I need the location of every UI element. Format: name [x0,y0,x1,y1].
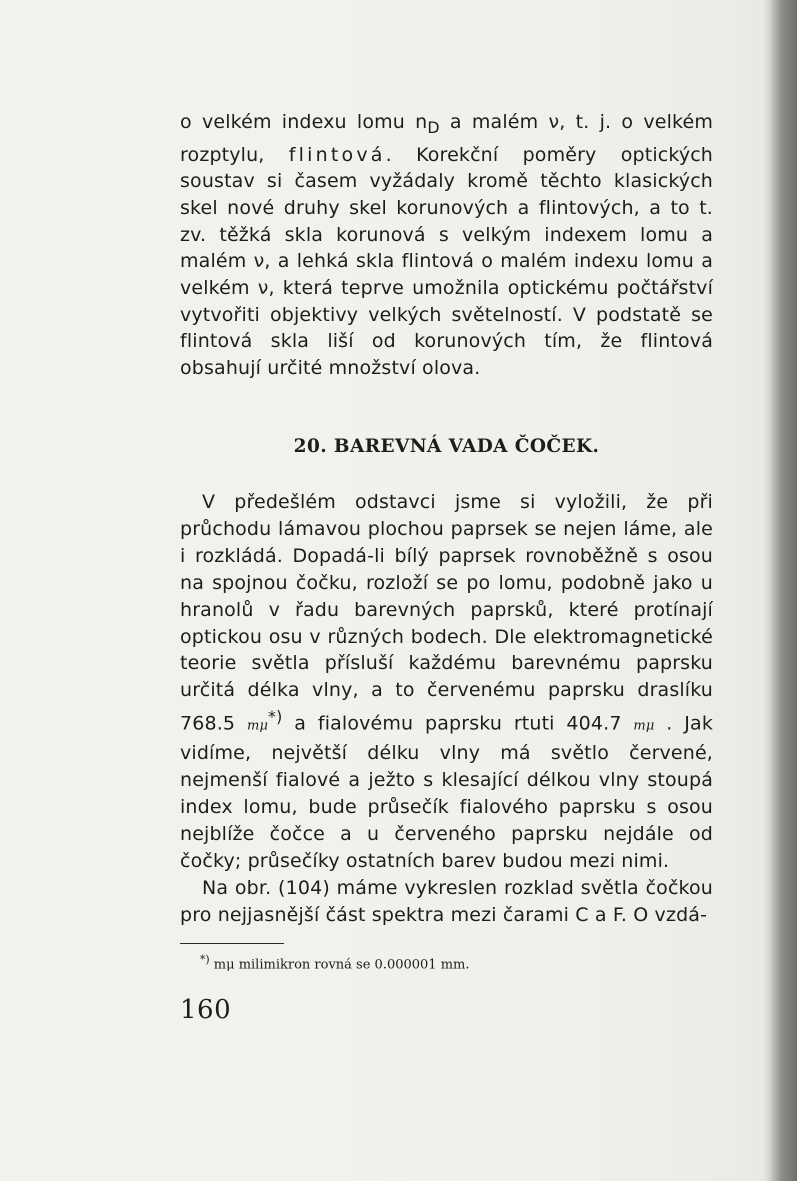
main-paragraph [180,489,713,875]
text-run: a fialovému paprsku rtuti 404.7 [282,712,634,735]
text-run: , a lehká skla flintová o malém indexu lomu a velkém [180,250,713,300]
top-paragraph [180,109,713,382]
section-heading [180,436,713,457]
second-paragraph: Na obr. (104) máme vykreslen rozklad světla čočkou pro nejjasnější část spektra mezi čarami C a F. O vzdá- [180,877,713,926]
nu-symbol: ν [253,250,265,273]
footnote [180,953,713,972]
text-run: . Jak vidíme, největší délku vlny má světlo červené, nejmenší fialové a ježto s klesající délkou vlny stoupá index lomu, bude průsečík fialového paprsku s osou nejblíže čočce a u červeného paprsku nejdále od čočky; průsečíky ostatních barev budou mezi nimi. [180,712,713,873]
unit-millimicron: mμ [633,718,655,734]
main-body [180,489,713,929]
section-title: BAREVNÁ VADA ČOČEK. [333,436,600,457]
top-paragraph-text [180,109,713,382]
text-run: V předešlém odstavci jsme si vyložili, že při průchodu lámavou plochou paprsek se nejen láme, ale i rozkládá. Dopadá-li bílý paprsek rovnoběžně s osou na spojnou čočku, rozloží se po lomu, podobně jako u hranolů v řadu barevných paprsků, které protínají optickou osu v různých bodech. Dle elektromagnetické teorie světla přísluší každému barevnému paprsku určitá délka vlny, a to červenému paprsku draslíku 768.5 [180,491,713,735]
text-run: o velkém indexu lomu n [180,111,428,133]
footnote-text: milimikron rovná se 0.000001 mm. [234,957,470,973]
unit-millimicron: mμ [246,718,269,734]
book-gutter [771,0,797,1181]
footnote-unit: mμ [213,957,235,973]
text-run: a malém [439,111,549,133]
text-run: , která teprve umožnila optickému počtářství vytvořiti objektivy velkých světelností. V podstatě se flintová skla liší od korunových tím, že flintová obsahují určité množství olova. [180,277,714,380]
page-number: 160 [180,995,232,1025]
text-run: . Korekční poměry optických soustav si časem vyžádaly kromě těchto klasických skel nové druhy skel korunových a flintových, a to t. zv. těžká skla korunová s velkým indexem lomu a malém [180,143,713,273]
section-number: 20. [293,436,328,457]
text-run: , t. j. o velkém rozptylu, [180,111,713,166]
footnote-divider [180,943,284,944]
subscript-d: D [427,117,440,137]
book-gutter-shadow [763,0,771,1181]
nu-symbol: ν [548,111,560,133]
nu-symbol: ν [257,277,269,300]
footnote-mark: *) [200,953,210,966]
footnote-reference: *) [268,707,283,727]
emphasized-word: flintová [288,143,386,166]
